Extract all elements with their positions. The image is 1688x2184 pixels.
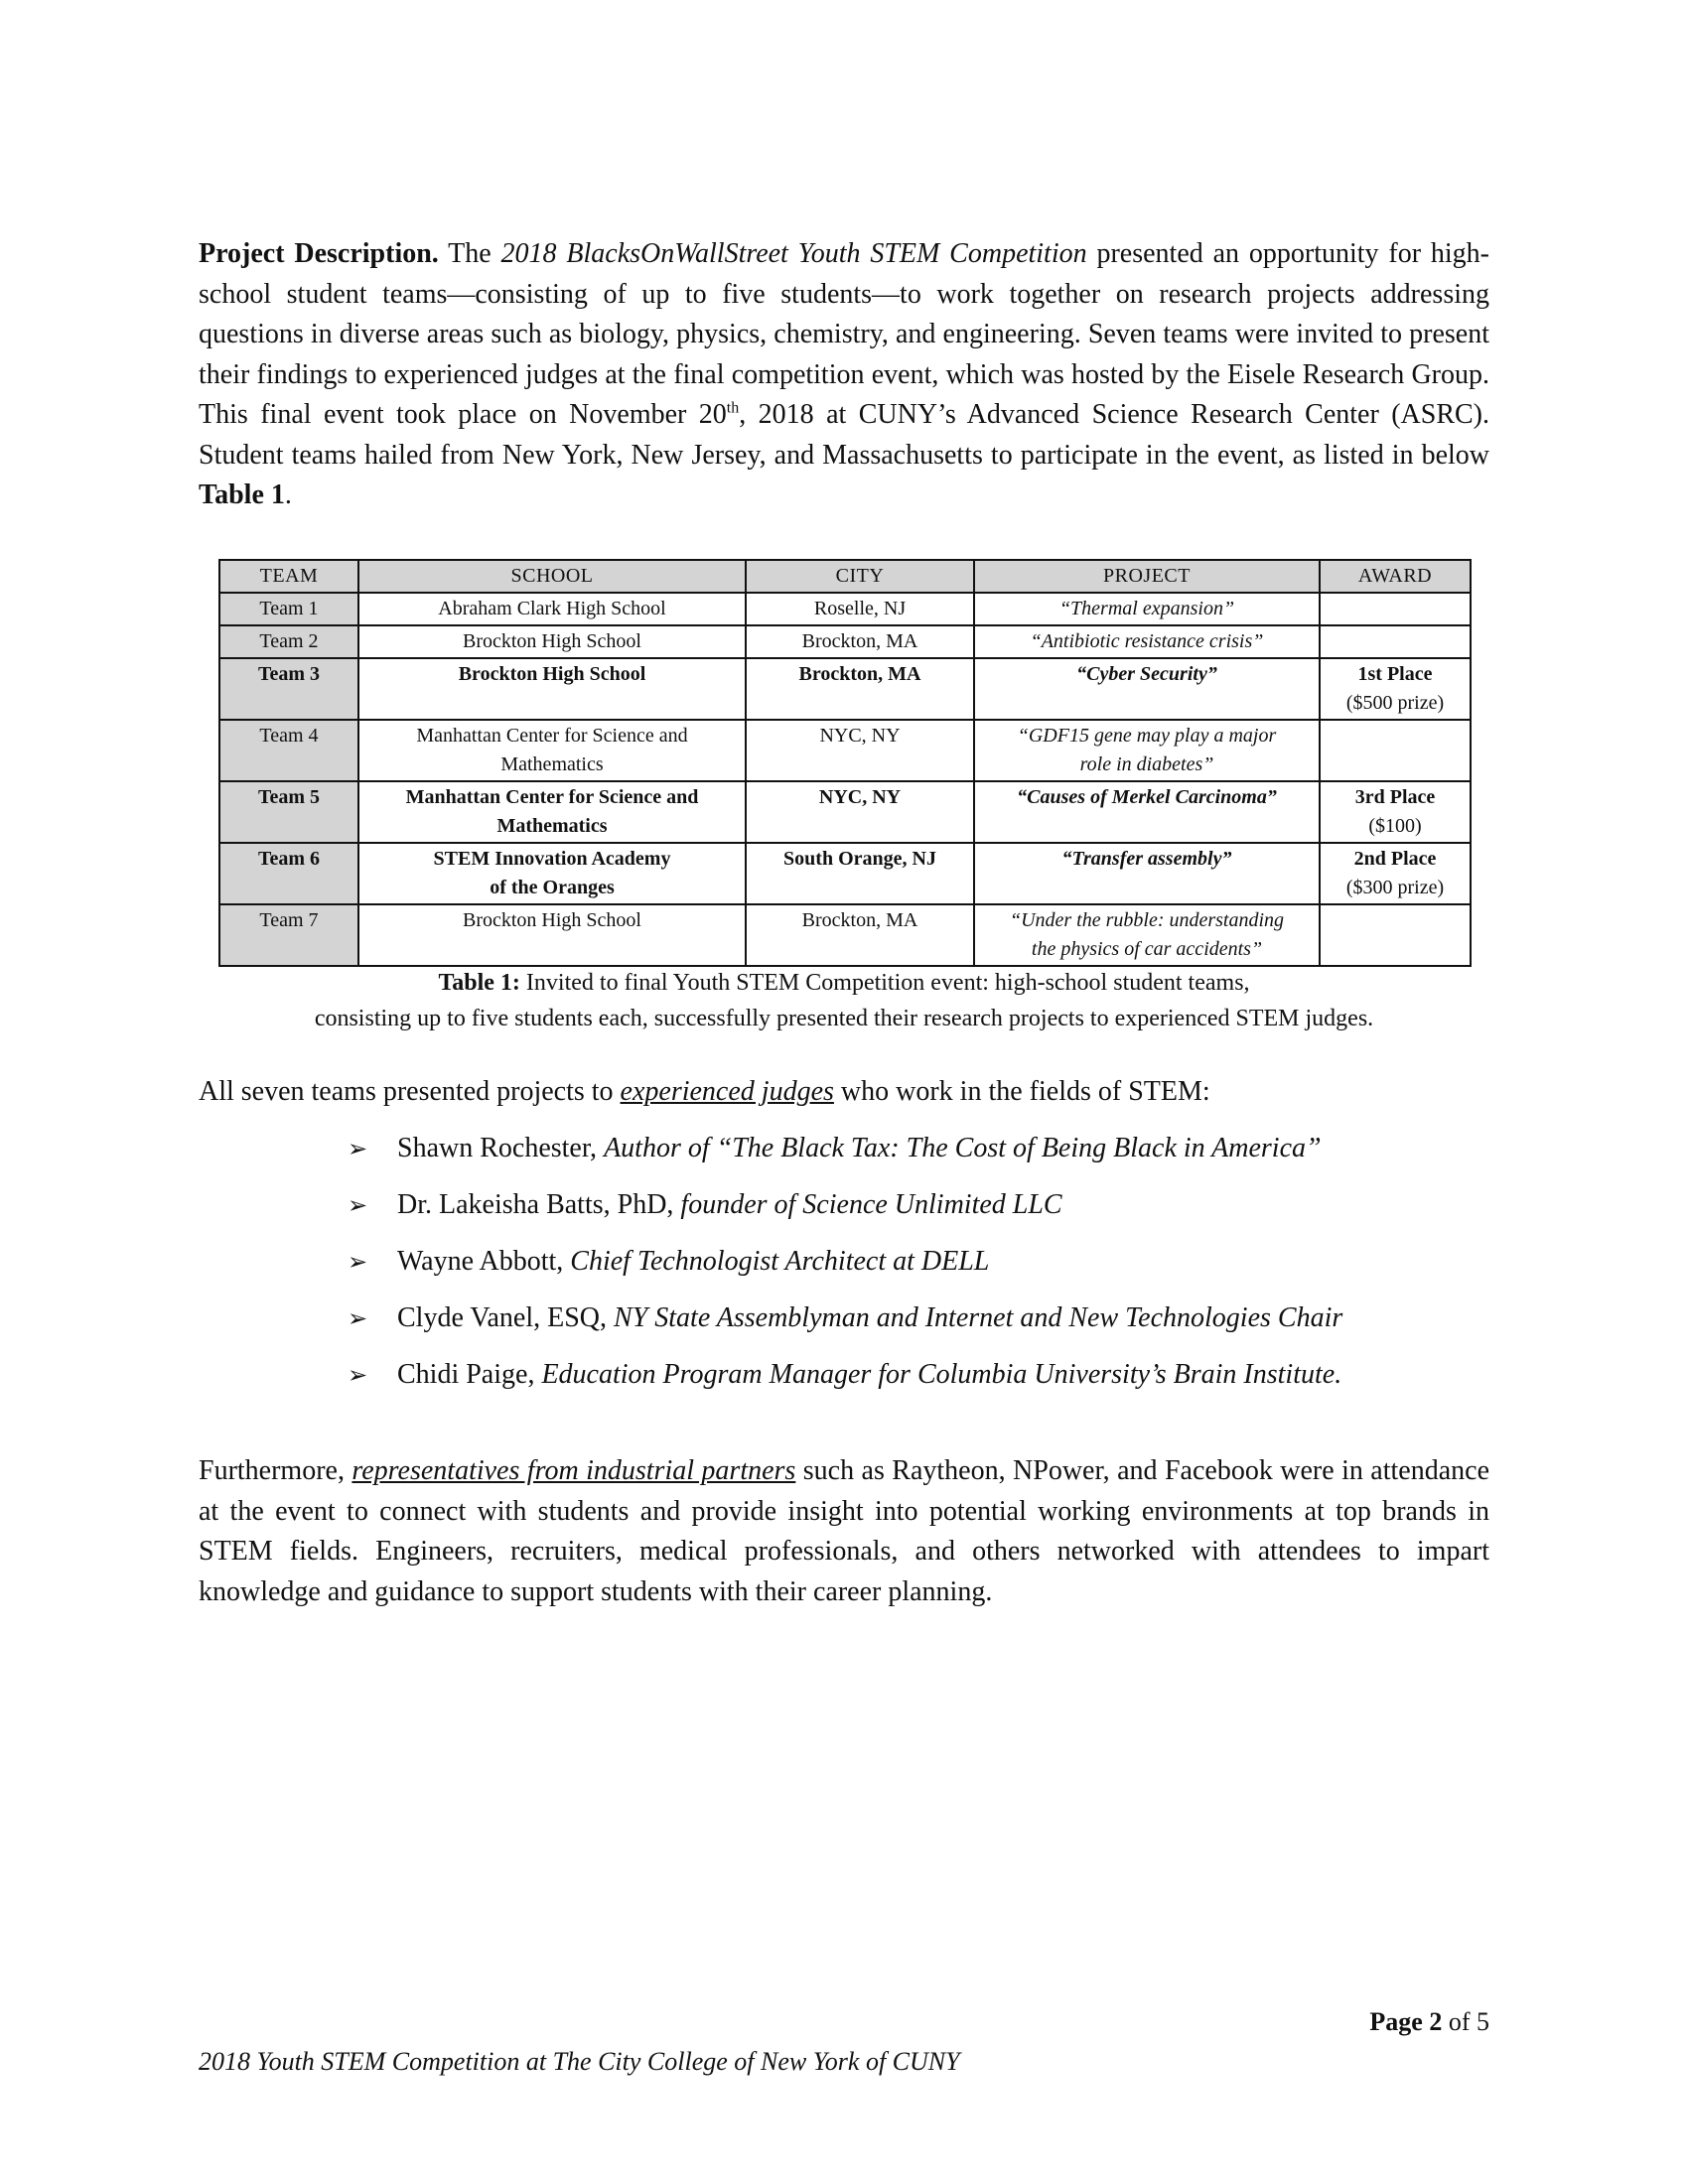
list-item xyxy=(348,1185,1489,1242)
table-header-row xyxy=(219,560,1471,593)
project-line: “Under the rubble: understanding xyxy=(1009,909,1285,931)
arrow-bullet-icon: ➢ xyxy=(348,1304,368,1332)
list-item xyxy=(348,1355,1489,1412)
award-cell xyxy=(1320,658,1471,720)
judges-intro-text: who work in the fields of STEM: xyxy=(833,1076,1210,1107)
table-row xyxy=(219,781,1471,843)
header-project: PROJECT xyxy=(974,560,1320,593)
award-cell xyxy=(1320,781,1471,843)
table-row xyxy=(219,593,1471,625)
team-cell: Team 7 xyxy=(219,904,358,966)
table-row xyxy=(219,904,1471,966)
judge-name: Dr. Lakeisha Batts, PhD, xyxy=(397,1189,681,1220)
partners-text: such as Raytheon, NPower, and Facebook were in attendance at the event to connect with students and provide insight into potential working environments at top brands in STEM fields. Engineers, recruiters, medical professionals, and others networked with attendees to impart knowledge and guidance to support students with their career planning. xyxy=(199,1455,1489,1607)
award-place: 1st Place xyxy=(1357,663,1433,685)
city-cell: Brockton, MA xyxy=(746,625,974,658)
project-cell: “Cyber Security” xyxy=(974,658,1320,720)
intro-text: . xyxy=(284,479,292,510)
team-cell: Team 2 xyxy=(219,625,358,658)
judge-role: NY State Assemblyman and Internet and New Technologies Chair xyxy=(614,1302,1343,1333)
ordinal-suffix: th xyxy=(726,399,740,417)
arrow-bullet-icon: ➢ xyxy=(348,1361,368,1389)
intro-text: presented an opportunity for high-school student teams—consisting of up to five students—to work together on research projects addressing questions in diverse areas such as biology, physics, chemistry, and engineering. Seven teams were invited to present their findings to experienced judges at the final competition event, which was hosted by the Eisele Research Group. This final event took place on November 20 xyxy=(199,238,1490,430)
city-cell: Roselle, NJ xyxy=(746,593,974,625)
teams-table xyxy=(218,559,1472,967)
team-cell: Team 5 xyxy=(219,781,358,843)
team-cell: Team 6 xyxy=(219,843,358,904)
school-line: Mathematics xyxy=(500,753,604,775)
judge-role: founder of Science Unlimited LLC xyxy=(680,1189,1062,1220)
team-cell: Team 3 xyxy=(219,658,358,720)
project-cell: “Transfer assembly” xyxy=(974,843,1320,904)
page-total: of 5 xyxy=(1442,2007,1489,2036)
project-cell xyxy=(974,720,1320,781)
award-prize: ($100) xyxy=(1368,815,1422,837)
award-place: 3rd Place xyxy=(1354,786,1436,808)
award-cell xyxy=(1320,843,1471,904)
arrow-bullet-icon: ➢ xyxy=(348,1135,368,1162)
judges-intro-text: All seven teams presented projects to xyxy=(199,1076,621,1107)
award-cell xyxy=(1320,625,1471,658)
caption-line: consisting up to five students each, successfully presented their research projects to experienced STEM judges. xyxy=(314,1006,1374,1031)
school-line: Manhattan Center for Science and xyxy=(405,786,699,808)
project-cell xyxy=(974,904,1320,966)
city-cell: Brockton, MA xyxy=(746,658,974,720)
judges-intro-paragraph xyxy=(199,1072,1489,1113)
caption-label: Table 1: xyxy=(438,970,520,996)
project-line: role in diabetes” xyxy=(1079,753,1214,775)
intro-text: , 2018 at CUNY’s Advanced Science Research Center (ASRC). Student teams hailed from New York, New Jersey, and Massachusetts to participate in the event, as listed in below xyxy=(199,399,1490,471)
industrial-partners-link[interactable]: representatives from industrial partners xyxy=(352,1455,796,1486)
table-row xyxy=(219,625,1471,658)
school-cell xyxy=(358,843,746,904)
caption-line: Invited to final Youth STEM Competition event: high-school student teams, xyxy=(519,970,1250,996)
judge-name: Clyde Vanel, ESQ, xyxy=(397,1302,615,1333)
city-cell: Brockton, MA xyxy=(746,904,974,966)
judge-name: Shawn Rochester, xyxy=(397,1133,605,1163)
school-cell xyxy=(358,720,746,781)
award-prize: ($300 prize) xyxy=(1345,877,1445,898)
competition-name: 2018 BlacksOnWallStreet Youth STEM Competition xyxy=(500,238,1087,269)
school-cell: Abraham Clark High School xyxy=(358,593,746,625)
city-cell: NYC, NY xyxy=(746,781,974,843)
page-label: Page xyxy=(1369,2007,1430,2036)
header-award: AWARD xyxy=(1320,560,1471,593)
project-cell: “Causes of Merkel Carcinoma” xyxy=(974,781,1320,843)
experienced-judges-link[interactable]: experienced judges xyxy=(620,1076,834,1107)
school-line: Mathematics xyxy=(496,815,608,837)
page-number xyxy=(1192,2007,1489,2037)
team-cell: Team 4 xyxy=(219,720,358,781)
project-line: “GDF15 gene may play a major xyxy=(1017,725,1277,747)
judges-list xyxy=(348,1129,1489,1412)
award-cell xyxy=(1320,720,1471,781)
award-cell xyxy=(1320,904,1471,966)
header-city: CITY xyxy=(746,560,974,593)
judge-name: Chidi Paige, xyxy=(397,1359,542,1390)
school-line: STEM Innovation Academy xyxy=(433,848,671,870)
table-reference: Table 1 xyxy=(199,479,285,510)
partners-paragraph xyxy=(199,1451,1489,1612)
header-team: TEAM xyxy=(219,560,358,593)
judge-role: Author of “The Black Tax: The Cost of Being Black in America” xyxy=(604,1133,1322,1163)
city-cell: NYC, NY xyxy=(746,720,974,781)
city-cell: South Orange, NJ xyxy=(746,843,974,904)
school-cell: Brockton High School xyxy=(358,904,746,966)
school-line: of the Oranges xyxy=(490,877,615,898)
arrow-bullet-icon: ➢ xyxy=(348,1191,368,1219)
school-cell: Brockton High School xyxy=(358,625,746,658)
table-caption xyxy=(199,965,1489,1036)
project-line: the physics of car accidents” xyxy=(1031,938,1263,960)
arrow-bullet-icon: ➢ xyxy=(348,1248,368,1276)
table-row xyxy=(219,843,1471,904)
list-item xyxy=(348,1298,1489,1355)
team-cell: Team 1 xyxy=(219,593,358,625)
table-row xyxy=(219,658,1471,720)
project-description-paragraph xyxy=(199,234,1489,516)
header-school: SCHOOL xyxy=(358,560,746,593)
school-cell xyxy=(358,781,746,843)
table-row xyxy=(219,720,1471,781)
list-item xyxy=(348,1129,1489,1185)
current-page: 2 xyxy=(1429,2007,1443,2036)
award-place: 2nd Place xyxy=(1353,848,1437,870)
judge-role: Education Program Manager for Columbia University’s Brain Institute. xyxy=(541,1359,1342,1390)
judge-role: Chief Technologist Architect at DELL xyxy=(570,1246,990,1277)
section-lead: Project Description. xyxy=(199,238,439,269)
school-cell: Brockton High School xyxy=(358,658,746,720)
list-item xyxy=(348,1242,1489,1298)
project-cell: “Antibiotic resistance crisis” xyxy=(974,625,1320,658)
project-cell: “Thermal expansion” xyxy=(974,593,1320,625)
school-line: Manhattan Center for Science and xyxy=(416,725,688,747)
page-footer: 2018 Youth STEM Competition at The City College of New York of CUNY xyxy=(199,2047,960,2076)
award-prize: ($500 prize) xyxy=(1345,692,1445,714)
judge-name: Wayne Abbott, xyxy=(397,1246,571,1277)
partners-text: Furthermore, xyxy=(199,1455,352,1486)
intro-text: The xyxy=(438,238,501,269)
award-cell xyxy=(1320,593,1471,625)
